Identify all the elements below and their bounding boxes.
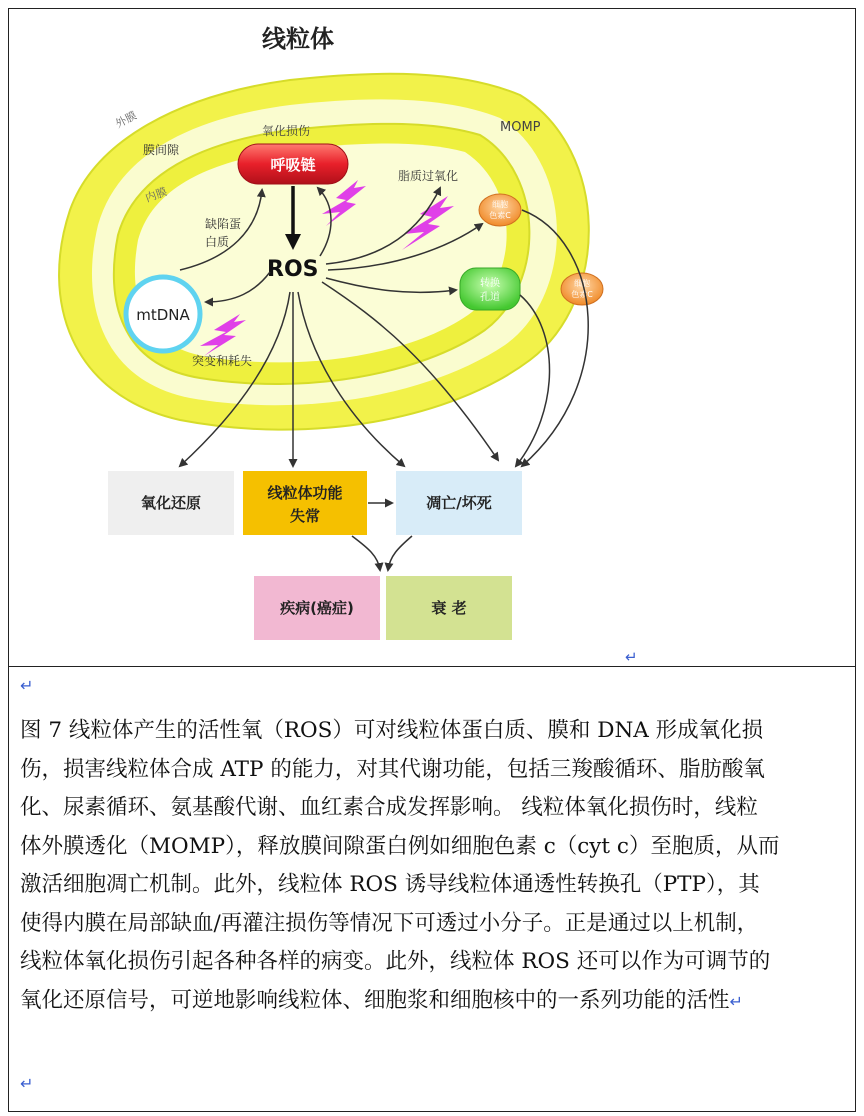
cytc-inner-line2: 色素C [489,211,511,220]
intermembrane-space-label: 膜间隙 [143,143,180,157]
frame-divider [8,666,856,667]
caption-line: 线粒体氧化损伤引起各种各样的病变。此外，线粒体 ROS 还可以作为可调节的 [20,949,771,974]
mutation-loss-label: 突变和耗失 [192,354,253,368]
caption-bottom-return-mark: ↵ [20,1074,34,1093]
caption-line: 激活细胞凋亡机制。此外，线粒体 ROS 诱导线粒体通透性转换孔（PTP），其 [20,872,760,897]
cytc-inner [479,194,521,226]
respiratory-chain-label: 呼吸链 [270,156,316,174]
lipid-peroxidation-label: 脂质过氧化 [398,169,459,183]
outer-membrane-label: 外膜 [113,108,139,131]
caption-end-return-mark: ↵ [729,991,743,1011]
momp-label: MOMP [500,120,541,135]
caption-line: 伤，损害线粒体合成 ATP 的能力，对其代谢功能，包括三羧酸循环、脂肪酸氧 [20,756,765,782]
caption-line: 图 7 线粒体产生的活性氧（ROS）可对线粒体蛋白质、膜和 DNA 形成氧化损 [20,718,764,743]
cytc-outer [561,273,603,305]
inner-membrane-label: 内膜 [143,185,169,205]
arrow-dysfunction-to-outcomes [352,536,380,570]
ros-label: ROS [267,257,319,282]
dysfunction-line2: 失常 [289,507,321,525]
mtdna-label: mtDNA [136,306,190,324]
caption-line: 体外膜透化（MOMP），释放膜间隙蛋白例如细胞色素 c（cyt c）至胞质，从而 [20,833,780,859]
ptp-line2: 孔道 [480,292,500,303]
ptp-channel [460,268,520,310]
diagram-title: 线粒体 [262,25,334,53]
oxidative-damage-label: 氧化损伤 [262,124,311,138]
redox-label: 氧化还原 [140,494,202,512]
caption-top-return-mark: ↵ [20,676,34,695]
disease-label: 疾病(癌症) [280,599,354,617]
aging-label: 衰 老 [431,599,467,617]
cytc-outer-line2: 色素C [571,290,593,299]
figure-return-mark: ↵ [625,648,638,666]
ptp-line1: 转换 [480,278,500,289]
cytc-inner-line1: 细胞 [492,200,508,209]
arrow-apoptosis-to-outcomes [388,536,412,570]
defective-protein-line1: 缺陷蛋 [205,217,242,231]
caption-line [20,982,842,1022]
caption-line: 化、尿素循环、氨基酸代谢、血红素合成发挥影响。 线粒体氧化损伤时，线粒 [20,795,758,820]
dysfunction-line1: 线粒体功能 [267,484,343,502]
defective-protein-line2: 白质 [205,235,230,249]
dysfunction-box [243,471,367,535]
cytc-outer-line1: 细胞 [574,279,590,288]
figure-caption [20,712,842,1021]
caption-line: 使得内膜在局部缺血/再灌注损伤等情况下可透过小分子。正是通过以上机制， [20,910,759,936]
caption-last-text: 氧化还原信号，可逆地影响线粒体、细胞浆和细胞核中的一系列功能的活性 [20,987,730,1013]
apoptosis-label: 凋亡/坏死 [426,494,492,512]
